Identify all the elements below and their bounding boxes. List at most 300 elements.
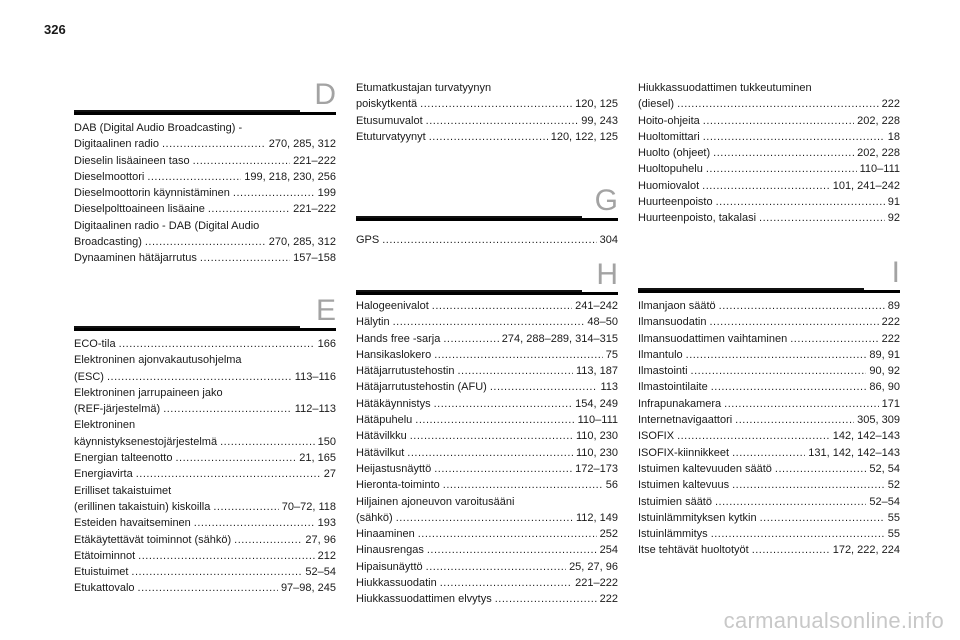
index-entry-pages: 241–242 xyxy=(575,300,618,312)
index-entry-title: (erillinen takaistuin) kiskoilla xyxy=(74,500,211,513)
index-entry-title: Halogeenivalot xyxy=(356,300,429,312)
index-entry-pages: 305, 309 xyxy=(857,414,900,427)
index-entry xyxy=(74,153,336,169)
index-entry xyxy=(638,347,900,363)
index-entry-pages: 172, 222, 224 xyxy=(832,544,900,557)
index-entry-pages: 172–173 xyxy=(575,462,618,475)
index-entry xyxy=(638,428,900,444)
index-entry xyxy=(356,526,618,542)
section-divider xyxy=(638,288,864,290)
index-entry-pages: 113 xyxy=(600,381,618,394)
index-entry-pages: 55 xyxy=(887,511,900,524)
index-entry-row xyxy=(638,363,900,379)
dot-leader xyxy=(440,575,572,591)
index-entry-row xyxy=(74,136,336,152)
dot-leader xyxy=(162,136,266,152)
index-entry-row xyxy=(356,445,618,461)
index-entry-pages: 131, 142, 142–143 xyxy=(808,446,900,459)
section-entries-h-cont xyxy=(638,80,900,227)
index-entry xyxy=(74,564,336,580)
index-entry xyxy=(638,477,900,493)
index-entry-row xyxy=(356,461,618,477)
index-entry-title: (diesel) xyxy=(638,98,675,111)
index-entry-row xyxy=(356,129,618,145)
dot-leader xyxy=(220,434,315,450)
index-entry-pages: 70–72, 118 xyxy=(281,500,336,513)
index-entry-row xyxy=(356,113,618,129)
index-entry xyxy=(356,113,618,129)
index-entry-row xyxy=(356,314,618,330)
index-entry-pages: 92 xyxy=(887,212,900,225)
index-entry-title: Istuimien säätö xyxy=(638,495,712,508)
index-entry-title: Hands free -sarja xyxy=(356,332,441,345)
index-entry-pages: 75 xyxy=(605,348,618,361)
section-divider xyxy=(356,290,582,292)
index-entry xyxy=(638,178,900,194)
dot-leader xyxy=(418,526,597,542)
index-entry-pages: 56 xyxy=(605,479,618,492)
index-entry-title: ISOFIX-kiinnikkeet xyxy=(638,446,730,459)
index-entry-row xyxy=(638,298,900,314)
index-entry-title: Ilmastointi xyxy=(638,365,688,378)
index-entry-pages: 110–111 xyxy=(577,414,618,427)
index-entry-pages: 154, 249 xyxy=(575,397,618,410)
index-entry-pages: 99, 243 xyxy=(581,114,618,127)
index-entry-title: Esteiden havaitseminen xyxy=(74,517,191,530)
index-entry-pages: 113, 187 xyxy=(575,365,618,378)
section-header-e xyxy=(74,288,336,331)
index-entry-row xyxy=(638,178,900,194)
index-entry-title: Hätäkäynnistys xyxy=(356,397,431,410)
section-entries-d xyxy=(74,120,336,267)
dot-leader xyxy=(716,194,885,210)
index-entry-pages: 18 xyxy=(887,130,900,143)
dot-leader xyxy=(677,428,830,444)
index-entry-title: Huoltopuhelu xyxy=(638,163,703,176)
index-entry-pages: 221–222 xyxy=(293,154,336,167)
index-entry xyxy=(74,417,336,450)
dot-leader xyxy=(107,369,292,385)
index-entry-row xyxy=(74,169,336,185)
index-entry-pages: 25, 27, 96 xyxy=(569,560,618,573)
dot-leader xyxy=(432,298,572,314)
index-entry-title: Dynaaminen hätäjarrutus xyxy=(74,252,197,265)
index-entry-pages: 202, 228 xyxy=(857,147,900,160)
index-entry-title: Huoltomittari xyxy=(638,130,700,143)
dot-leader xyxy=(175,450,296,466)
index-entry-title: Energian talteenotto xyxy=(74,452,173,465)
index-entry-title: Istuinlämmitys xyxy=(638,528,708,541)
index-entry xyxy=(638,379,900,395)
dot-leader xyxy=(677,96,879,112)
index-entry-pages: 110, 230 xyxy=(575,430,618,443)
index-entry-row xyxy=(356,232,618,248)
dot-leader xyxy=(415,412,574,428)
index-entry-title: Internetnavigaattori xyxy=(638,414,733,427)
dot-leader xyxy=(194,515,315,531)
dot-leader xyxy=(715,494,866,510)
index-entry-row xyxy=(356,559,618,575)
index-entry xyxy=(74,466,336,482)
index-entry-pages: 113–116 xyxy=(294,370,336,383)
index-entry-pages: 112–113 xyxy=(294,403,336,416)
index-entry-pages: 52–54 xyxy=(305,566,336,579)
dot-leader xyxy=(691,363,867,379)
dot-leader xyxy=(713,145,854,161)
dot-leader xyxy=(710,314,879,330)
index-entry-pages: 222 xyxy=(599,593,618,606)
index-entry-title: Ilmansuodatin xyxy=(638,316,707,329)
index-entry-title: Huurteenpoisto, takalasi xyxy=(638,212,757,225)
index-entry xyxy=(74,336,336,352)
index-entry-title: Ilmansuodattimen vaihtaminen xyxy=(638,332,788,345)
index-entry-row xyxy=(356,379,618,395)
index-entry-pages: 97–98, 245 xyxy=(280,582,336,595)
index-entry-title: Hätäjarrutustehostin (AFU) xyxy=(356,381,487,394)
index-entry-row xyxy=(356,510,618,526)
section-letter: I xyxy=(891,256,900,289)
index-entry-line: Elektroninen jarrupaineen jako xyxy=(74,386,223,399)
index-entry xyxy=(356,591,618,607)
index-entry xyxy=(74,120,336,153)
section-letter: H xyxy=(596,258,618,291)
watermark: carmanualsonline.info xyxy=(723,608,944,633)
index-entry-pages: 254 xyxy=(599,544,618,557)
dot-leader xyxy=(208,201,290,217)
index-entry-title: Ilmastointilaite xyxy=(638,381,708,394)
index-entry xyxy=(356,445,618,461)
dot-leader xyxy=(711,526,885,542)
index-entry-title: GPS xyxy=(356,234,380,246)
index-entry-row xyxy=(74,401,336,417)
section-entries-g xyxy=(356,232,618,248)
index-entry-row xyxy=(74,234,336,250)
index-entry-title: Etätoiminnot xyxy=(74,549,136,562)
dot-leader xyxy=(131,564,302,580)
index-entry-pages: 221–222 xyxy=(575,577,618,590)
dot-leader xyxy=(434,396,573,412)
index-entry xyxy=(638,314,900,330)
index-entry-row xyxy=(356,477,618,493)
index-entry xyxy=(638,412,900,428)
index-entry-title: Etuistuimet xyxy=(74,566,129,579)
dot-leader xyxy=(426,559,566,575)
index-entry-pages: 90, 92 xyxy=(869,365,900,378)
index-entry-row xyxy=(74,548,336,564)
index-entry-title: Hätäpuhelu xyxy=(356,414,413,427)
index-entry xyxy=(74,169,336,185)
index-entry-title: Etusumuvalot xyxy=(356,114,423,127)
index-entry-row xyxy=(638,347,900,363)
index-entry-row xyxy=(74,185,336,201)
index-entry-row xyxy=(74,515,336,531)
section-entries-i xyxy=(638,298,900,559)
index-entry-pages: 86, 90 xyxy=(869,381,900,394)
dot-leader xyxy=(732,477,885,493)
index-entry-pages: 222 xyxy=(881,332,900,345)
index-entry xyxy=(638,510,900,526)
index-entry-pages: 270, 285, 312 xyxy=(268,236,336,249)
index-entry-row xyxy=(74,336,336,352)
index-entry-row xyxy=(74,369,336,385)
index-entry-pages: 199, 218, 230, 256 xyxy=(244,170,336,183)
index-entry-title: Hinaaminen xyxy=(356,528,415,541)
section-divider xyxy=(74,326,300,328)
index-entry xyxy=(356,347,618,363)
section-header-i xyxy=(638,250,900,293)
index-entry-line: Etumatkustajan turvatyynyn xyxy=(356,82,492,94)
index-entry xyxy=(74,580,336,596)
index-entry xyxy=(356,461,618,477)
dot-leader xyxy=(426,113,579,129)
section-letter: E xyxy=(315,294,336,327)
index-entry-pages: 171 xyxy=(881,397,900,410)
index-entry xyxy=(74,201,336,217)
index-entry-title: Hipaisunäyttö xyxy=(356,560,423,573)
index-entry xyxy=(356,314,618,330)
index-entry xyxy=(356,575,618,591)
dot-leader xyxy=(396,510,573,526)
index-entry-title: Infrapunakamera xyxy=(638,397,722,410)
index-entry-row xyxy=(638,194,900,210)
index-entry xyxy=(356,542,618,558)
index-entry xyxy=(638,494,900,510)
index-entry-row xyxy=(638,314,900,330)
index-entry-title: Dieselmoottorin käynnistäminen xyxy=(74,187,230,200)
index-entry-line: Elektroninen xyxy=(74,419,136,432)
index-entry-title: Huomiovalot xyxy=(638,179,700,192)
dot-leader xyxy=(703,113,854,129)
index-entry-pages: 48–50 xyxy=(587,316,618,329)
dot-leader xyxy=(163,401,292,417)
index-entry-row xyxy=(638,379,900,395)
index-entry-title: Etäkäytettävät toiminnot (sähkö) xyxy=(74,533,232,546)
index-entry-row xyxy=(74,466,336,482)
index-entry-line: Hiljainen ajoneuvon varoitusääni xyxy=(356,495,515,508)
page-number: 326 xyxy=(44,22,66,37)
index-entry-title: Dieselin lisäaineen taso xyxy=(74,154,190,167)
index-entry xyxy=(638,542,900,558)
index-entry-row xyxy=(74,201,336,217)
dot-leader xyxy=(136,466,321,482)
index-entry-row xyxy=(356,526,618,542)
dot-leader xyxy=(234,532,302,548)
index-entry-row xyxy=(638,129,900,145)
index-entry-title: Heijastusnäyttö xyxy=(356,462,432,475)
dot-leader xyxy=(147,169,241,185)
index-entry xyxy=(74,250,336,266)
index-entry-title: (ESC) xyxy=(74,370,104,383)
index-entry-title: Hätäjarrutustehostin xyxy=(356,365,455,378)
index-entry xyxy=(356,494,618,527)
index-entry-row xyxy=(74,450,336,466)
index-entry xyxy=(356,412,618,428)
index-entry-row xyxy=(638,461,900,477)
index-entry-row xyxy=(74,532,336,548)
index-entry-pages: 91 xyxy=(887,196,900,209)
index-entry-line: Hiukkassuodattimen tukkeutuminen xyxy=(638,82,812,94)
index-entry-pages: 112, 149 xyxy=(575,511,618,524)
index-entry xyxy=(74,218,336,251)
index-entry-pages: 304 xyxy=(599,234,618,246)
dot-leader xyxy=(420,96,572,112)
index-entry-row xyxy=(356,96,618,112)
index-entry xyxy=(638,161,900,177)
index-entry xyxy=(74,385,336,418)
index-entry-title: Hätävilkut xyxy=(356,446,405,459)
section-letter: G xyxy=(594,184,618,217)
index-entry-pages: 221–222 xyxy=(293,203,336,216)
index-entry-title: Hälytin xyxy=(356,316,390,329)
index-entry-pages: 202, 228 xyxy=(857,114,900,127)
index-entry-title: Etuturvatyynyt xyxy=(356,130,426,143)
index-entry-title: käynnistyksenestojärjestelmä xyxy=(74,435,218,448)
index-entry-pages: 27 xyxy=(323,468,336,481)
index-entry-title: Hinausrengas xyxy=(356,544,424,557)
dot-leader xyxy=(138,548,314,564)
index-entry xyxy=(638,526,900,542)
index-entry-row xyxy=(638,510,900,526)
index-entry-pages: 199 xyxy=(317,187,336,200)
index-entry-pages: 222 xyxy=(881,316,900,329)
index-entry-row xyxy=(638,96,900,112)
dot-leader xyxy=(193,153,291,169)
dot-leader xyxy=(790,331,878,347)
section-entries-h xyxy=(356,298,618,608)
index-entry-row xyxy=(638,542,900,558)
index-entry xyxy=(638,194,900,210)
index-entry-title: Digitaalinen radio xyxy=(74,138,159,151)
dot-leader xyxy=(752,542,830,558)
index-entry xyxy=(356,129,618,145)
index-entry-row xyxy=(638,113,900,129)
index-entry-pages: 212 xyxy=(317,549,336,562)
index-entry-pages: 52–54 xyxy=(869,495,900,508)
dot-leader xyxy=(233,185,315,201)
dot-leader xyxy=(686,347,867,363)
dot-leader xyxy=(495,591,597,607)
index-entry-pages: 142, 142–143 xyxy=(832,430,900,443)
index-entry-title: Huurteenpoisto xyxy=(638,196,713,209)
index-entry xyxy=(74,352,336,385)
index-entry-row xyxy=(638,428,900,444)
index-entry-title: Istuinlämmityksen kytkin xyxy=(638,511,757,524)
index-entry-pages: 101, 241–242 xyxy=(832,179,900,192)
dot-leader xyxy=(706,161,857,177)
index-entry xyxy=(74,532,336,548)
index-entry xyxy=(638,298,900,314)
index-entry xyxy=(356,232,618,248)
index-entry-row xyxy=(638,412,900,428)
index-entry-title: ISOFIX xyxy=(638,430,675,443)
index-entry-pages: 150 xyxy=(317,435,336,448)
index-entry-pages: 120, 125 xyxy=(575,98,618,111)
dot-leader xyxy=(434,347,603,363)
index-entry-row xyxy=(356,331,618,347)
dot-leader xyxy=(702,178,830,194)
index-entry-title: Hansikaslokero xyxy=(356,348,432,361)
section-divider xyxy=(74,110,300,112)
index-entry xyxy=(638,210,900,226)
index-entry-row xyxy=(74,499,336,515)
index-entry-row xyxy=(74,250,336,266)
index-entry-row xyxy=(638,526,900,542)
index-entry-row xyxy=(356,591,618,607)
index-entry xyxy=(638,145,900,161)
index-entry-title: Huolto (ohjeet) xyxy=(638,147,711,160)
dot-leader xyxy=(138,580,278,596)
dot-leader xyxy=(382,232,596,248)
index-entry-pages: 27, 96 xyxy=(305,533,336,546)
dot-leader xyxy=(393,314,585,330)
index-entry-pages: 52 xyxy=(887,479,900,492)
dot-leader xyxy=(427,542,597,558)
index-entry-row xyxy=(356,428,618,444)
index-entry-row xyxy=(638,396,900,412)
dot-leader xyxy=(760,510,885,526)
dot-leader xyxy=(213,499,278,515)
index-entry xyxy=(356,298,618,314)
index-entry-row xyxy=(638,477,900,493)
index-entry xyxy=(638,113,900,129)
dot-leader xyxy=(703,129,885,145)
index-entry-pages: 120, 122, 125 xyxy=(550,130,618,143)
index-entry-title: Energiavirta xyxy=(74,468,133,481)
index-entry-row xyxy=(74,153,336,169)
index-entry-title: Istuimen kaltevuuden säätö xyxy=(638,462,772,475)
index-entry xyxy=(638,396,900,412)
dot-leader xyxy=(407,445,573,461)
section-letter: D xyxy=(314,78,336,111)
index-entry xyxy=(356,477,618,493)
index-entry-pages: 89 xyxy=(887,300,900,312)
index-entry xyxy=(356,379,618,395)
index-entry-row xyxy=(356,412,618,428)
index-entry-title: Hieronta-toiminto xyxy=(356,479,440,492)
section-header-h xyxy=(356,252,618,295)
index-entry xyxy=(356,331,618,347)
index-entry-title: Etukattovalo xyxy=(74,582,135,595)
dot-leader xyxy=(434,461,572,477)
dot-leader xyxy=(145,234,266,250)
index-entry-line: DAB (Digital Audio Broadcasting) - xyxy=(74,122,243,134)
index-entry-pages: 110–111 xyxy=(859,163,900,176)
index-entry-title: Istuimen kaltevuus xyxy=(638,479,730,492)
index-entry-pages: 52, 54 xyxy=(869,462,900,475)
index-entry-row xyxy=(356,298,618,314)
index-entry-row xyxy=(356,575,618,591)
index-entry xyxy=(638,461,900,477)
index-entry-pages: 252 xyxy=(599,528,618,541)
dot-leader xyxy=(711,379,867,395)
section-divider xyxy=(356,216,582,218)
dot-leader xyxy=(719,298,885,314)
index-entry xyxy=(638,445,900,461)
dot-leader xyxy=(490,379,598,395)
dot-leader xyxy=(410,428,573,444)
index-entry-pages: 157–158 xyxy=(293,252,336,265)
index-entry-title: Hiukkassuodatin xyxy=(356,577,437,590)
section-entries-e xyxy=(74,336,336,597)
index-entry-title: ECO-tila xyxy=(74,338,116,350)
index-entry-pages: 55 xyxy=(887,528,900,541)
index-entry-line: Erilliset takaistuimet xyxy=(74,484,172,497)
index-entry-line: Digitaalinen radio - DAB (Digital Audio xyxy=(74,219,260,232)
index-entry-title: Broadcasting) xyxy=(74,236,142,249)
index-entry xyxy=(356,428,618,444)
index-entry-row xyxy=(638,445,900,461)
index-entry-pages: 193 xyxy=(317,517,336,530)
